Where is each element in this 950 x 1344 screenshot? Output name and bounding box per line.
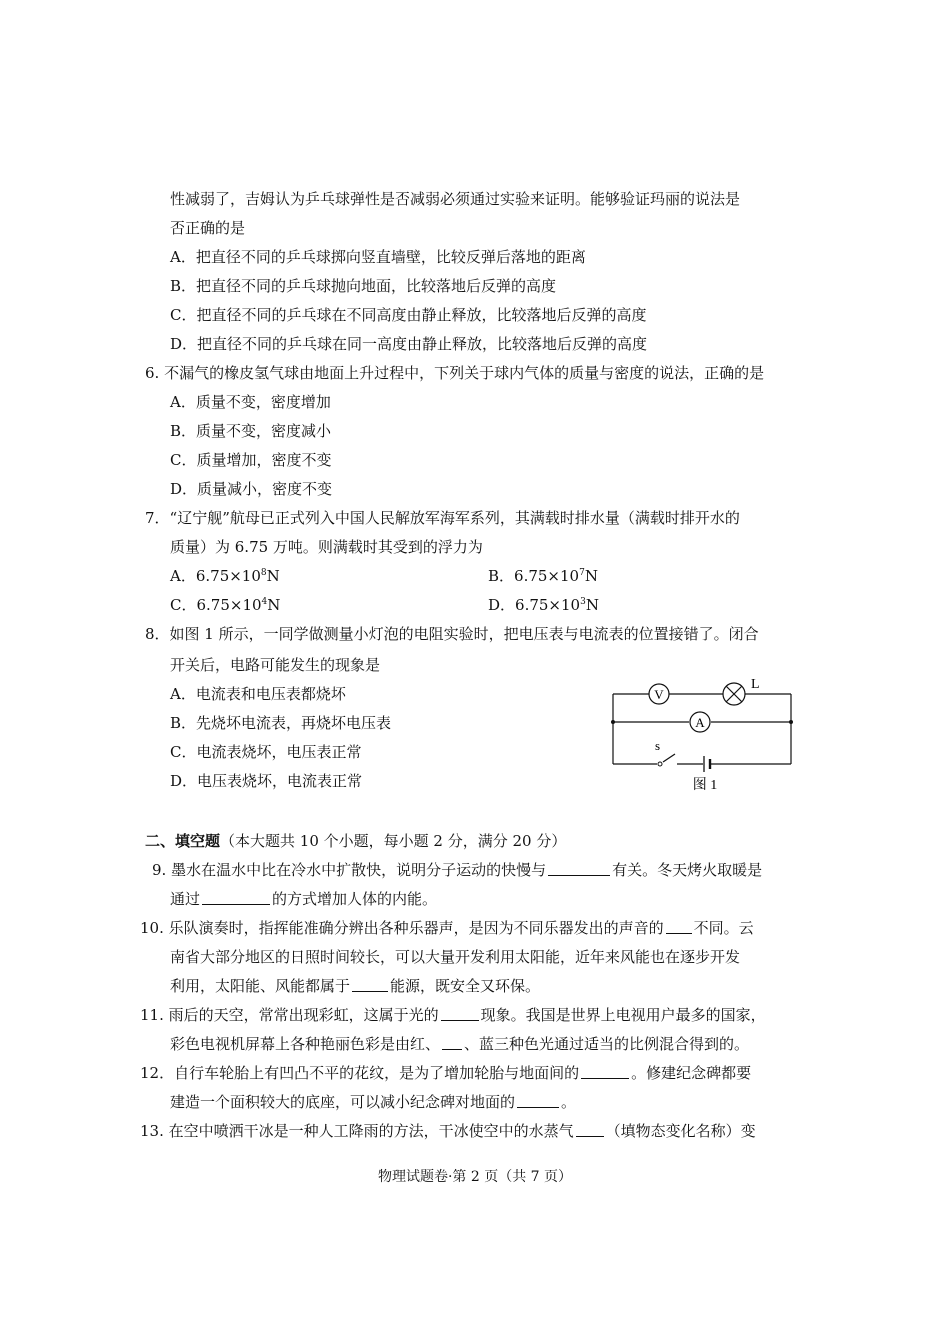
- q8-option-b: B．先烧坏电流表，再烧坏电压表: [170, 714, 392, 732]
- figure-caption: 图 1: [692, 778, 718, 793]
- q6-stem: 6. 不漏气的橡皮氢气球由地面上升过程中，下列关于球内气体的质量与密度的说法，正确的是: [145, 364, 765, 382]
- lamp-icon: [723, 683, 745, 705]
- answer-blank[interactable]: [202, 890, 270, 905]
- ammeter-label: A: [695, 715, 705, 730]
- switch-icon: [658, 762, 662, 766]
- q13-line1: 13. 在空中喷洒干冰是一种人工降雨的方法，干冰使空中的水蒸气 （填物态变化名称）变: [140, 1122, 756, 1140]
- answer-blank[interactable]: [517, 1093, 559, 1108]
- q5-stem-line2: 否正确的是: [170, 219, 246, 237]
- q9-line1: 9. 墨水在温水中比在冷水中扩散快，说明分子运动的快慢与 有关。冬天烤火取暖是: [152, 861, 763, 879]
- answer-blank[interactable]: [548, 861, 610, 876]
- page-footer: 物理试题卷·第 2 页（共 7 页）: [377, 1169, 573, 1185]
- q12-line1: 12．自行车轮胎上有凹凸不平的花纹，是为了增加轮胎与地面间的 。修建纪念碑都要: [140, 1064, 752, 1082]
- q7-option-d: D．$6.75\times 10^3N$: [488, 596, 599, 614]
- section-heading: [145, 831, 566, 851]
- ammeter-icon: [690, 712, 710, 732]
- battery-icon: [704, 756, 710, 772]
- q8-option-c: C．电流表烧坏，电压表正常: [170, 743, 362, 761]
- answer-blank[interactable]: [352, 977, 388, 992]
- q11-line2: 彩色电视机屏幕上各种艳丽色彩是由红、 、蓝三种色光通过适当的比例混合得到的。: [170, 1035, 750, 1053]
- circuit-diagram: [605, 672, 805, 800]
- section-title: 二、填空题: [145, 832, 221, 850]
- q7-stem-line1: 7．“辽宁舰”航母已正式列入中国人民解放军海军系列，其满载时排水量（满载时排开水的: [145, 509, 740, 527]
- q6-option-d: D．质量减小，密度不变: [170, 480, 333, 498]
- q10-line2: 南省大部分地区的日照时间较长，可以大量开发利用太阳能，近年来风能也在逐步开发: [170, 948, 741, 966]
- answer-blank[interactable]: [442, 1035, 462, 1050]
- lamp-label: L: [751, 677, 760, 692]
- q5-option-c: C．把直径不同的乒乓球在不同高度由静止释放，比较落地后反弹的高度: [170, 306, 647, 324]
- q5-option-a: A．把直径不同的乒乓球掷向竖直墙壁，比较反弹后落地的距离: [170, 248, 586, 266]
- q8-stem-line1: 8．如图 1 所示，一同学做测量小灯泡的电阻实验时，把电压表与电流表的位置接错了。闭合: [145, 625, 759, 643]
- q11-line1: 11. 雨后的天空，常常出现彩虹，这属于光的 现象。我国是世界上电视用户最多的国家，: [140, 1006, 766, 1024]
- q8-stem-line2: 开关后，电路可能发生的现象是: [170, 656, 381, 674]
- q6-option-b: B．质量不变，密度减小: [170, 422, 332, 440]
- answer-blank[interactable]: [576, 1122, 604, 1137]
- q5-option-d: D．把直径不同的乒乓球在同一高度由静止释放，比较落地后反弹的高度: [170, 335, 648, 353]
- q8-option-d: D．电压表烧坏，电流表正常: [170, 772, 363, 790]
- q5-stem-line1: 性减弱了，吉姆认为乒乓球弹性是否减弱必须通过实验来证明。能够验证玛丽的说法是: [170, 190, 741, 208]
- answer-blank[interactable]: [441, 1006, 479, 1021]
- answer-blank[interactable]: [666, 919, 692, 934]
- switch-label: s: [655, 738, 661, 753]
- answer-blank[interactable]: [581, 1064, 629, 1079]
- q9-line2: 通过 的方式增加人体的内能。: [170, 890, 438, 908]
- q6-option-c: C．质量增加，密度不变: [170, 451, 332, 469]
- voltmeter-label: V: [654, 687, 664, 702]
- q7-option-a: A．$6.75\times 10^8N$: [170, 567, 280, 585]
- q7-option-b: B．$6.75\times 10^7N$: [488, 567, 598, 585]
- q10-line1: 10. 乐队演奏时，指挥能准确分辨出各种乐器声，是因为不同乐器发出的声音的 不同。云: [140, 919, 754, 937]
- section-note: （本大题共 10 个小题，每小题 2 分，满分 20 分）: [220, 832, 567, 850]
- q8-option-a: A．电流表和电压表都烧坏: [170, 685, 346, 703]
- q7-stem-line2: 质量）为 6.75 万吨。则满载时其受到的浮力为: [170, 538, 483, 556]
- voltmeter-icon: [649, 684, 669, 704]
- q5-option-b: B．把直径不同的乒乓球抛向地面，比较落地后反弹的高度: [170, 277, 557, 295]
- q6-option-a: A．质量不变，密度增加: [170, 393, 331, 411]
- q7-option-c: C．$6.75\times 10^4N$: [170, 596, 281, 614]
- q12-line2: 建造一个面积较大的底座，可以减小纪念碑对地面的 。: [170, 1093, 577, 1111]
- q10-line3: 利用，太阳能、风能都属于 能源，既安全又环保。: [170, 977, 541, 995]
